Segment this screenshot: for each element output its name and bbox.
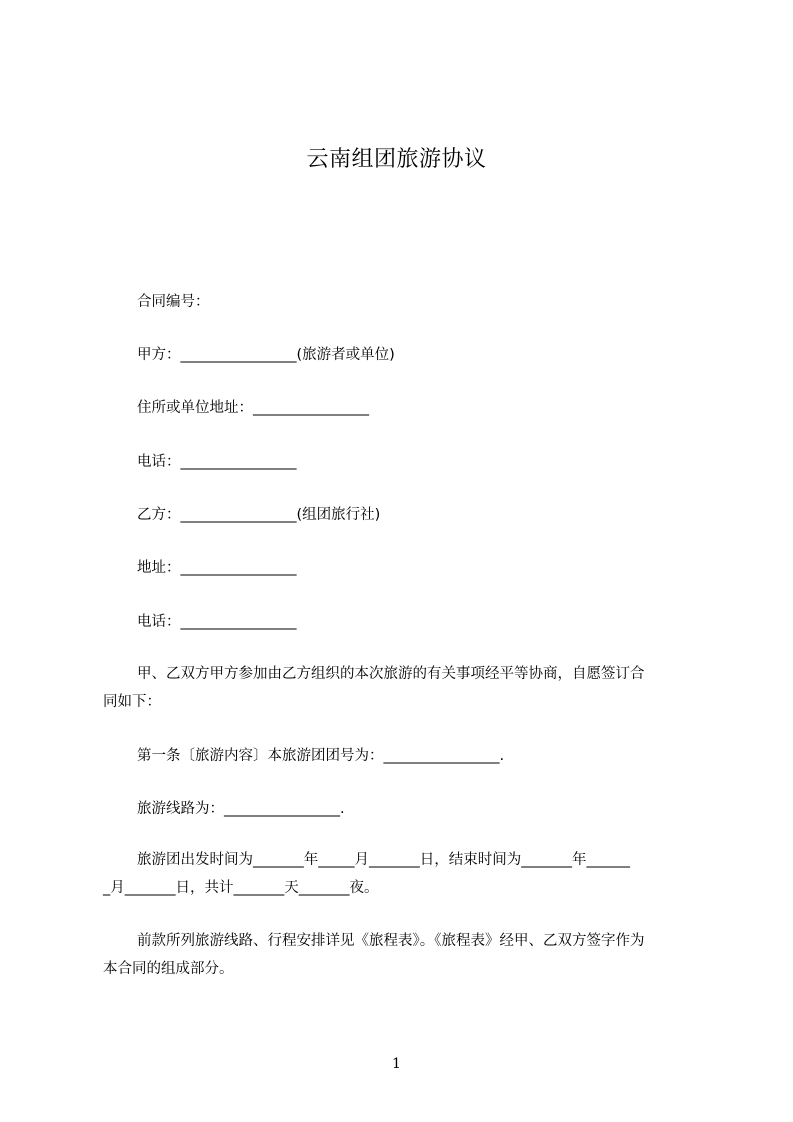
itinerary-paragraph-line1: 前款所列旅游线路、行程安排详见《旅程表》。《旅程表》经甲、乙双方签字作为 <box>137 933 645 949</box>
party-b-address-field: 地址：________________ <box>137 560 297 576</box>
document-title: 云南组团旅游协议 <box>306 147 487 172</box>
party-a-address-field: 住所或单位地址：________________ <box>137 400 369 416</box>
contract-number-field: 合同编号： <box>137 294 210 310</box>
intro-paragraph-line2: 同如下： <box>103 694 161 710</box>
route-field: 旅游线路为：________________. <box>137 801 345 817</box>
itinerary-paragraph-line2: 本合同的组成部分。 <box>103 961 234 977</box>
article-1-tour-content: 第一条〔旅游内容〕本旅游团团号为：________________. <box>137 748 505 764</box>
schedule-paragraph-line2: _月_______日，共计_______天_______夜。 <box>103 880 379 896</box>
party-a-field: 甲方：________________(旅游者或单位) <box>137 347 395 363</box>
party-b-phone-field: 电话：________________ <box>137 614 297 630</box>
intro-paragraph-line1: 甲、乙双方甲方参加由乙方组织的本次旅游的有关事项经平等协商，自愿签订合 <box>137 666 645 682</box>
party-a-phone-field: 电话：________________ <box>137 454 297 470</box>
party-b-field: 乙方：________________(组团旅行社) <box>137 507 381 523</box>
schedule-paragraph-line1: 旅游团出发时间为_______年_____月_______日，结束时间为_______年______ <box>137 852 630 868</box>
page-number: 1 <box>392 1056 401 1072</box>
